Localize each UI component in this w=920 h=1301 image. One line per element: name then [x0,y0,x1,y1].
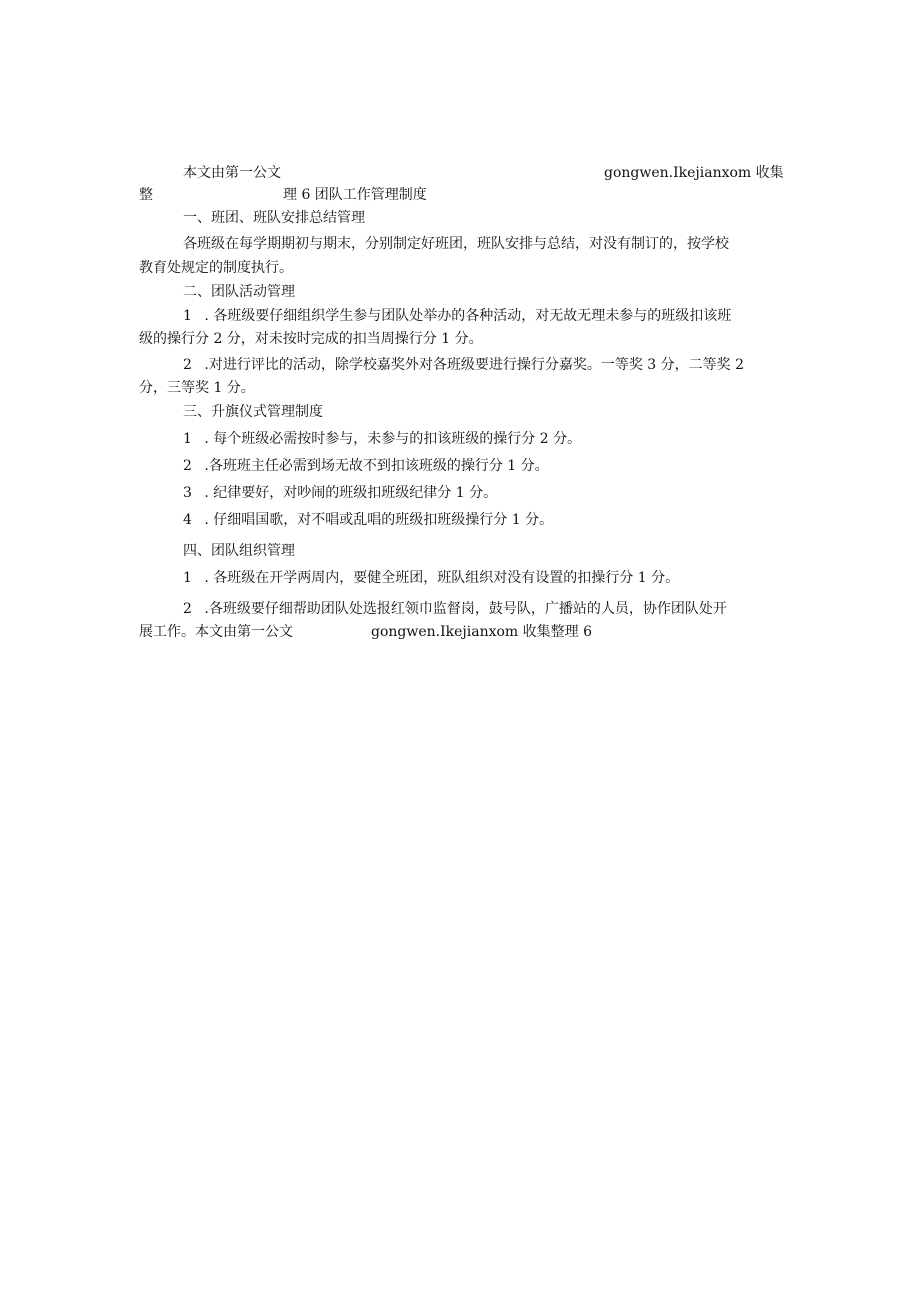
section-2-item-1-text: . 各班级要仔细组织学生参与团队处举办的各种活动，对无故无理未参与的班级扣该班 [204,308,732,324]
section-3-item-4-number: 4 [183,512,192,528]
section-3-item-3 [183,483,497,503]
section-3-heading: 三、升旗仪式管理制度 [183,404,323,420]
section-2-item-2-line-2: 分，三等奖 1 分。 [139,380,255,396]
section-2-item-2-text: .对进行评比的活动，除学校嘉奖外对各班级要进行操行分嘉奖。一等奖 3 分，二等奖 2 [204,357,744,373]
document-title: 理 6 团队工作管理制度 [283,187,427,203]
section-4-item-2-text: .各班级要仔细帮助团队处选报红领巾监督岗，鼓号队，广播站的人员，协作团队处开 [204,601,727,617]
section-2-item-2-number: 2 [183,357,192,373]
section-2-item-1-number: 1 [183,308,192,324]
section-2-item-1-line-2: 级的操行分 2 分，对未按时完成的扣当周操行分 1 分。 [139,331,483,347]
section-3-item-2-number: 2 [183,458,192,474]
section-3-item-1-text: . 每个班级必需按时参与，未参与的扣该班级的操行分 2 分。 [204,431,582,447]
section-2-item-1-line-1 [183,306,731,326]
section-3-item-4 [183,510,553,530]
header-line-1-right: gongwen.Ikejianxom 收集 [604,165,784,181]
section-4-item-2-number: 2 [183,601,192,617]
section-4-item-1 [183,568,679,588]
section-3-item-1 [183,429,581,449]
section-1-paragraph-line-1: 各班级在每学期期初与期末，分别制定好班团，班队安排与总结，对没有制订的，按学校 [183,236,729,252]
section-4-item-2-line-2-left: 展工作。本文由第一公文 [139,624,293,640]
section-3-item-3-number: 3 [183,485,192,501]
section-4-heading: 四、团队组织管理 [183,543,295,559]
section-1-paragraph-line-2: 教育处规定的制度执行。 [139,260,293,276]
section-4-item-2-line-1 [183,599,727,619]
section-4-item-2-line-2-right: gongwen.Ikejianxom 收集整理 6 [371,624,592,640]
section-3-item-1-number: 1 [183,431,192,447]
section-1-heading: 一、班团、班队安排总结管理 [183,210,365,226]
header-line-1-left: 本文由第一公文 [183,165,281,181]
section-3-item-2 [183,456,549,476]
section-2-heading: 二、团队活动管理 [183,284,295,300]
section-3-item-2-text: .各班班主任必需到场无故不到扣该班级的操行分 1 分。 [204,458,549,474]
section-4-item-1-text: . 各班级在开学两周内，要健全班团，班队组织对没有设置的扣操行分 1 分。 [204,570,680,586]
section-2-item-2-line-1 [183,355,744,375]
section-4-item-1-number: 1 [183,570,192,586]
section-3-item-3-text: . 纪律要好，对吵闹的班级扣班级纪律分 1 分。 [204,485,498,501]
section-3-item-4-text: . 仔细唱国歌，对不唱或乱唱的班级扣班级操行分 1 分。 [204,512,554,528]
header-line-2-left: 整 [139,187,153,203]
